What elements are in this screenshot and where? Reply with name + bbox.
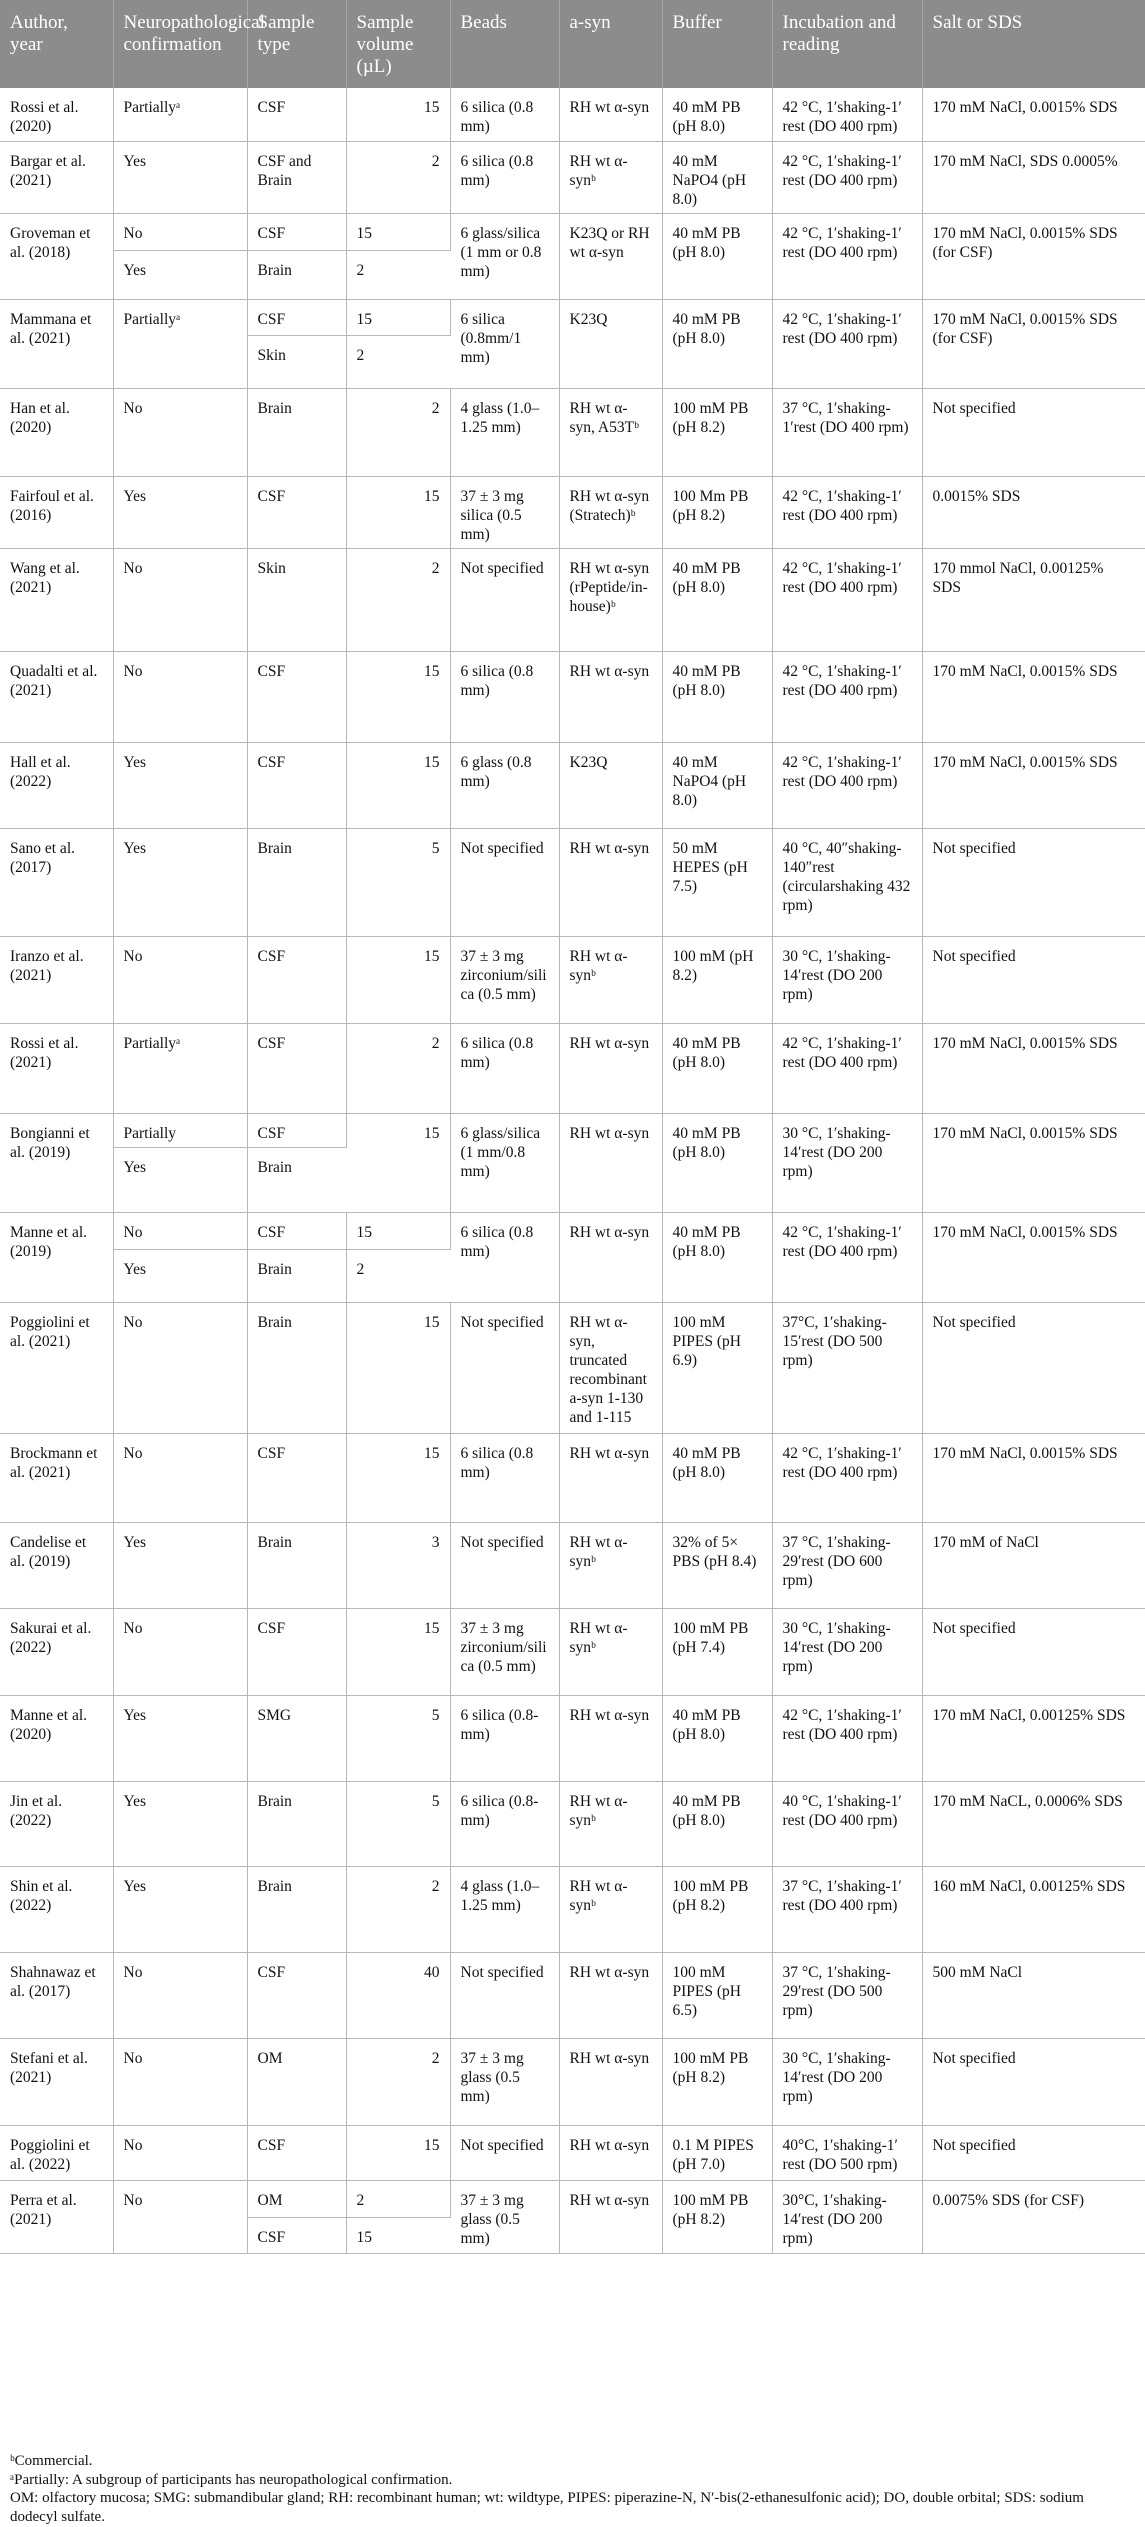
table-cell: 40 mM PB (pH 8.0) bbox=[662, 1695, 772, 1781]
table-row bbox=[0, 141, 1145, 213]
table-cell: Not specified bbox=[922, 828, 1145, 936]
table-cell: No bbox=[113, 2180, 247, 2253]
table-cell: RH wt α-syn bbox=[559, 2038, 662, 2125]
table-cell: Shahnawaz et al. (2017) bbox=[0, 1952, 113, 2038]
table-cell: OM bbox=[247, 2038, 346, 2125]
table-cell: No bbox=[113, 936, 247, 1023]
table-row bbox=[0, 1781, 1145, 1866]
table-cell: No bbox=[113, 213, 247, 250]
table-cell: Skin bbox=[247, 548, 346, 651]
table-cell: 6 silica (0.8 mm) bbox=[450, 88, 559, 141]
table-cell: Yes bbox=[113, 250, 247, 299]
table-row bbox=[0, 1522, 1145, 1608]
table-cell: Groveman et al. (2018) bbox=[0, 213, 113, 299]
table-cell: 30 °C, 1′shaking-14′rest (DO 200 rpm) bbox=[772, 936, 922, 1023]
table-cell: Not specified bbox=[450, 1302, 559, 1433]
table-cell: Yes bbox=[113, 1866, 247, 1952]
table-cell: 40 °C, 1′shaking-1′ rest (DO 400 rpm) bbox=[772, 1781, 922, 1866]
table-cell: RH wt α-syn bbox=[559, 1023, 662, 1113]
table-cell: Brain bbox=[247, 828, 346, 936]
table-cell: Not specified bbox=[922, 936, 1145, 1023]
table-cell: Manne et al. (2019) bbox=[0, 1212, 113, 1302]
table-cell: CSF bbox=[247, 1433, 346, 1522]
table-cell: 40 mM PB (pH 8.0) bbox=[662, 1023, 772, 1113]
table-cell: 15 bbox=[346, 2125, 450, 2180]
table-cell: 2 bbox=[346, 1023, 450, 1113]
table-cell: Rossi et al. (2020) bbox=[0, 88, 113, 141]
table-cell: Yes bbox=[113, 828, 247, 936]
table-cell: Brain bbox=[247, 1522, 346, 1608]
table-cell: Poggiolini et al. (2022) bbox=[0, 2125, 113, 2180]
table-cell: 100 mM PB (pH 8.2) bbox=[662, 388, 772, 476]
table-cell: Han et al. (2020) bbox=[0, 388, 113, 476]
table-row bbox=[0, 476, 1145, 548]
table-cell: 15 bbox=[346, 88, 450, 141]
table-cell: 15 bbox=[346, 299, 450, 335]
table-cell: Skin bbox=[247, 335, 346, 388]
table-cell: 6 glass (0.8 mm) bbox=[450, 742, 559, 828]
table-cell: RH wt α-synᵇ bbox=[559, 141, 662, 213]
table-cell: Brain bbox=[247, 1302, 346, 1433]
table-cell: Brockmann et al. (2021) bbox=[0, 1433, 113, 1522]
table-cell: 37 °C, 1′shaking-29′rest (DO 500 rpm) bbox=[772, 1952, 922, 2038]
table-cell: RH wt α-syn bbox=[559, 1212, 662, 1302]
table-row bbox=[0, 1212, 1145, 1249]
table-cell: Rossi et al. (2021) bbox=[0, 1023, 113, 1113]
table-row bbox=[0, 742, 1145, 828]
table-cell: 37 °C, 1′shaking-1′ rest (DO 400 rpm) bbox=[772, 1866, 922, 1952]
table-cell: 170 mM NaCl, 0.0015% SDS bbox=[922, 1023, 1145, 1113]
table-cell: 42 °C, 1′shaking-1′ rest (DO 400 rpm) bbox=[772, 1212, 922, 1302]
table-cell: CSF bbox=[247, 936, 346, 1023]
table-row bbox=[0, 213, 1145, 250]
table-cell: 5 bbox=[346, 1781, 450, 1866]
table-row bbox=[0, 1608, 1145, 1695]
table-cell: 170 mM NaCl, 0.0015% SDS bbox=[922, 742, 1145, 828]
table-cell: CSF bbox=[247, 213, 346, 250]
table-cell: 170 mM NaCl, 0.0015% SDS bbox=[922, 1113, 1145, 1212]
table-cell: Partiallyᵃ bbox=[113, 1023, 247, 1113]
table-row bbox=[0, 2125, 1145, 2180]
table-cell: 6 glass/silica (1 mm or 0.8 mm) bbox=[450, 213, 559, 299]
table-cell: Yes bbox=[113, 476, 247, 548]
footnote-partially: ᵃPartially: A subgroup of participants has neuropathological confirmation. bbox=[10, 2472, 453, 2488]
table-cell: 40 mM PB (pH 8.0) bbox=[662, 299, 772, 388]
table-cell: 0.0075% SDS (for CSF) bbox=[922, 2180, 1145, 2253]
table-cell: 15 bbox=[346, 213, 450, 250]
table-row bbox=[0, 828, 1145, 936]
table-cell: 3 bbox=[346, 1522, 450, 1608]
table-cell: 170 mM NaCl, SDS 0.0005% bbox=[922, 141, 1145, 213]
table-cell: 40 mM PB (pH 8.0) bbox=[662, 1781, 772, 1866]
table-cell: Not specified bbox=[450, 1952, 559, 2038]
table-cell: 100 mM PIPES (pH 6.9) bbox=[662, 1302, 772, 1433]
table-cell: Wang et al. (2021) bbox=[0, 548, 113, 651]
table-cell: 170 mM NaCl, 0.00125% SDS bbox=[922, 1695, 1145, 1781]
table-cell: 170 mM NaCl, 0.0015% SDS bbox=[922, 88, 1145, 141]
table-cell: RH wt α-syn, A53Tᵇ bbox=[559, 388, 662, 476]
table-cell: Yes bbox=[113, 1522, 247, 1608]
table-cell: Shin et al. (2022) bbox=[0, 1866, 113, 1952]
table-cell: 100 mM PB (pH 7.4) bbox=[662, 1608, 772, 1695]
table-cell: CSF bbox=[247, 2125, 346, 2180]
table-cell: 170 mM NaCl, 0.0015% SDS bbox=[922, 651, 1145, 742]
table-cell: CSF bbox=[247, 299, 346, 335]
table-cell: 2 bbox=[346, 388, 450, 476]
table-cell: 6 silica (0.8mm/1 mm) bbox=[450, 299, 559, 388]
table-cell: 15 bbox=[346, 1302, 450, 1433]
table-cell: Partiallyᵃ bbox=[113, 299, 247, 388]
table-cell: Partially bbox=[113, 1113, 247, 1147]
table-cell: 5 bbox=[346, 1695, 450, 1781]
table-cell: Not specified bbox=[450, 548, 559, 651]
table-cell: Not specified bbox=[450, 2125, 559, 2180]
table-cell: 2 bbox=[346, 2038, 450, 2125]
table-cell: 2 bbox=[346, 2180, 450, 2217]
table-cell: Bargar et al. (2021) bbox=[0, 141, 113, 213]
table-cell: Brain bbox=[247, 1781, 346, 1866]
table-cell: 6 silica (0.8-mm) bbox=[450, 1781, 559, 1866]
table-cell: RH wt α-syn bbox=[559, 1433, 662, 1522]
table-cell: 40 mM PB (pH 8.0) bbox=[662, 548, 772, 651]
table-cell: 170 mM NaCl, 0.0015% SDS (for CSF) bbox=[922, 213, 1145, 299]
table-cell: RH wt α-syn bbox=[559, 2125, 662, 2180]
table-cell: 40 mM PB (pH 8.0) bbox=[662, 1113, 772, 1212]
table-row bbox=[0, 1023, 1145, 1113]
table-cell: Bongianni et al. (2019) bbox=[0, 1113, 113, 1212]
table-cell: 6 silica (0.8 mm) bbox=[450, 1023, 559, 1113]
table-cell: RH wt α-syn, truncated recombinant a-syn 1-130 and 1-115 bbox=[559, 1302, 662, 1433]
table-cell: Brain bbox=[247, 1147, 346, 1212]
table-cell: 40 mM NaPO4 (pH 8.0) bbox=[662, 141, 772, 213]
table-cell: 37 ± 3 mg zirconium/silica (0.5 mm) bbox=[450, 936, 559, 1023]
table-cell: 170 mM NaCl, 0.0015% SDS bbox=[922, 1212, 1145, 1302]
table-cell: No bbox=[113, 1608, 247, 1695]
table-cell: No bbox=[113, 2038, 247, 2125]
table-cell: CSF bbox=[247, 1608, 346, 1695]
table-cell: CSF bbox=[247, 2217, 346, 2253]
table-cell: 30 °C, 1′shaking-14′rest (DO 200 rpm) bbox=[772, 2038, 922, 2125]
table-cell: Stefani et al. (2021) bbox=[0, 2038, 113, 2125]
table-cell: 30°C, 1′shaking-14′rest (DO 200 rpm) bbox=[772, 2180, 922, 2253]
table-cell: 42 °C, 1′shaking-1′ rest (DO 400 rpm) bbox=[772, 1695, 922, 1781]
table-cell: 6 silica (0.8 mm) bbox=[450, 141, 559, 213]
table-cell: 37 °C, 1′shaking-29′rest (DO 600 rpm) bbox=[772, 1522, 922, 1608]
table-cell: 160 mM NaCl, 0.00125% SDS bbox=[922, 1866, 1145, 1952]
table-cell: Jin et al. (2022) bbox=[0, 1781, 113, 1866]
table-cell: 42 °C, 1′shaking-1′ rest (DO 400 rpm) bbox=[772, 1023, 922, 1113]
table-cell: 42 °C, 1′shaking-1′ rest (DO 400 rpm) bbox=[772, 88, 922, 141]
table-cell: RH wt α-syn bbox=[559, 1695, 662, 1781]
table-cell: Partiallyᵃ bbox=[113, 88, 247, 141]
table-cell: Iranzo et al. (2021) bbox=[0, 936, 113, 1023]
header-incubation-reading: Incubation and reading bbox=[772, 0, 922, 88]
table-row bbox=[0, 299, 1145, 335]
table-cell: 100 mM (pH 8.2) bbox=[662, 936, 772, 1023]
table-cell: RH wt α-synᵇ bbox=[559, 936, 662, 1023]
table-cell: Sakurai et al. (2022) bbox=[0, 1608, 113, 1695]
table-row bbox=[0, 1695, 1145, 1781]
table-cell: RH wt α-synᵇ bbox=[559, 1781, 662, 1866]
table-cell: 2 bbox=[346, 141, 450, 213]
table-cell: 15 bbox=[346, 651, 450, 742]
table-cell: 100 Mm PB (pH 8.2) bbox=[662, 476, 772, 548]
table-cell: Candelise et al. (2019) bbox=[0, 1522, 113, 1608]
table-cell: No bbox=[113, 1302, 247, 1433]
table-cell: Not specified bbox=[922, 2038, 1145, 2125]
table-cell: No bbox=[113, 1212, 247, 1249]
table-cell: 15 bbox=[346, 1433, 450, 1522]
table-cell: RH wt α-syn bbox=[559, 828, 662, 936]
table-row bbox=[0, 388, 1145, 476]
table-cell: Yes bbox=[113, 1781, 247, 1866]
table-cell: Fairfoul et al. (2016) bbox=[0, 476, 113, 548]
table-row bbox=[0, 2180, 1145, 2217]
table-cell: SMG bbox=[247, 1695, 346, 1781]
table-cell: 15 bbox=[346, 476, 450, 548]
table-cell: 32% of 5× PBS (pH 8.4) bbox=[662, 1522, 772, 1608]
table-row bbox=[0, 1866, 1145, 1952]
table-cell: 2 bbox=[346, 548, 450, 651]
table-cell: CSF bbox=[247, 476, 346, 548]
table-cell: 6 silica (0.8 mm) bbox=[450, 1433, 559, 1522]
table-cell: CSF bbox=[247, 1952, 346, 2038]
table-cell: RH wt α-syn bbox=[559, 1952, 662, 2038]
table-cell: Quadalti et al. (2021) bbox=[0, 651, 113, 742]
table-cell: 42 °C, 1′shaking-1′ rest (DO 400 rpm) bbox=[772, 213, 922, 299]
table-cell: 170 mM NaCL, 0.0006% SDS bbox=[922, 1781, 1145, 1866]
table-cell: 15 bbox=[346, 1212, 450, 1249]
table-cell: 170 mM of NaCl bbox=[922, 1522, 1145, 1608]
table-cell: Mammana et al. (2021) bbox=[0, 299, 113, 388]
footnote-abbreviations: OM: olfactory mucosa; SMG: submandibular gland; RH: recombinant human; wt: wildtype, PIPES: piperazine-N, N′-bis(2-ethanesulfonic acid); DO, double orbital; SDS: sodium dodecyl sulfate. bbox=[10, 2490, 1084, 2525]
table-cell: Brain bbox=[247, 1249, 346, 1302]
table-cell: 100 mM PB (pH 8.2) bbox=[662, 2038, 772, 2125]
table-cell: No bbox=[113, 1433, 247, 1522]
table-cell: 37 ± 3 mg glass (0.5 mm) bbox=[450, 2038, 559, 2125]
table-cell: 100 mM PIPES (pH 6.5) bbox=[662, 1952, 772, 2038]
table-cell: 15 bbox=[346, 1608, 450, 1695]
table-cell: 170 mM NaCl, 0.0015% SDS bbox=[922, 1433, 1145, 1522]
table-cell: 37°C, 1′shaking-15′rest (DO 500 rpm) bbox=[772, 1302, 922, 1433]
table-cell: 50 mM HEPES (pH 7.5) bbox=[662, 828, 772, 936]
table-cell: 42 °C, 1′shaking-1′ rest (DO 400 rpm) bbox=[772, 651, 922, 742]
table-row bbox=[0, 1113, 1145, 1147]
table-cell: 0.0015% SDS bbox=[922, 476, 1145, 548]
table-cell: 500 mM NaCl bbox=[922, 1952, 1145, 2038]
table-cell: Hall et al. (2022) bbox=[0, 742, 113, 828]
table-cell: 6 silica (0.8 mm) bbox=[450, 1212, 559, 1302]
header-sample-volume: Sample volume (µL) bbox=[346, 0, 450, 88]
table-cell: RH wt α-synᵇ bbox=[559, 1866, 662, 1952]
table-cell: 170 mM NaCl, 0.0015% SDS (for CSF) bbox=[922, 299, 1145, 388]
table-cell: 4 glass (1.0–1.25 mm) bbox=[450, 1866, 559, 1952]
table-cell: 40 mM PB (pH 8.0) bbox=[662, 1212, 772, 1302]
table-cell: 5 bbox=[346, 828, 450, 936]
header-salt-or-sds: Salt or SDS bbox=[922, 0, 1145, 88]
table-cell: 2 bbox=[346, 250, 450, 299]
table-cell: 100 mM PB (pH 8.2) bbox=[662, 1866, 772, 1952]
table-cell: No bbox=[113, 388, 247, 476]
table-cell: K23Q bbox=[559, 742, 662, 828]
header-row bbox=[0, 0, 1145, 88]
table-cell: RH wt α-syn (Stratech)ᵇ bbox=[559, 476, 662, 548]
table-cell: 15 bbox=[346, 742, 450, 828]
table-cell: Perra et al. (2021) bbox=[0, 2180, 113, 2253]
table-row bbox=[0, 88, 1145, 141]
header-buffer: Buffer bbox=[662, 0, 772, 88]
table-cell: K23Q bbox=[559, 299, 662, 388]
table-cell: 37 ± 3 mg zirconium/silica (0.5 mm) bbox=[450, 1608, 559, 1695]
table-cell: Not specified bbox=[922, 1608, 1145, 1695]
table-cell: Not specified bbox=[450, 1522, 559, 1608]
table-row bbox=[0, 651, 1145, 742]
table-row bbox=[0, 1302, 1145, 1433]
table-cell: 6 glass/silica (1 mm/0.8 mm) bbox=[450, 1113, 559, 1212]
table-cell: Brain bbox=[247, 250, 346, 299]
table-cell: No bbox=[113, 1952, 247, 2038]
table-cell: No bbox=[113, 548, 247, 651]
table-cell: 4 glass (1.0–1.25 mm) bbox=[450, 388, 559, 476]
table-cell: 37 °C, 1′shaking-1′rest (DO 400 rpm) bbox=[772, 388, 922, 476]
table-cell: 15 bbox=[346, 2217, 450, 2253]
header-author-year: Author, year bbox=[0, 0, 113, 88]
table-row bbox=[0, 1952, 1145, 2038]
table-cell: 2 bbox=[346, 1249, 450, 1302]
table-cell: 40°C, 1′shaking-1′ rest (DO 500 rpm) bbox=[772, 2125, 922, 2180]
table-cell: 42 °C, 1′shaking-1′ rest (DO 400 rpm) bbox=[772, 141, 922, 213]
table-row bbox=[0, 936, 1145, 1023]
table-cell: 42 °C, 1′shaking-1′ rest (DO 400 rpm) bbox=[772, 476, 922, 548]
header-beads: Beads bbox=[450, 0, 559, 88]
table-cell: Brain bbox=[247, 388, 346, 476]
table-cell: RH wt α-synᵇ bbox=[559, 1608, 662, 1695]
header-sample-type: Sample type bbox=[247, 0, 346, 88]
table-cell: RH wt α-synᵇ bbox=[559, 1522, 662, 1608]
table-cell: Yes bbox=[113, 1695, 247, 1781]
table-cell: Yes bbox=[113, 742, 247, 828]
table-cell: 40 mM PB (pH 8.0) bbox=[662, 88, 772, 141]
table-cell: 100 mM PB (pH 8.2) bbox=[662, 2180, 772, 2253]
table-cell: 2 bbox=[346, 335, 450, 388]
table-cell: CSF bbox=[247, 651, 346, 742]
table-cell: 40 mM PB (pH 8.0) bbox=[662, 213, 772, 299]
table-cell: CSF bbox=[247, 1113, 346, 1147]
table-cell: CSF bbox=[247, 1212, 346, 1249]
table-cell: 2 bbox=[346, 1866, 450, 1952]
table-cell: 170 mmol NaCl, 0.00125% SDS bbox=[922, 548, 1145, 651]
table-cell: RH wt α-syn bbox=[559, 88, 662, 141]
table-cell: Not specified bbox=[922, 388, 1145, 476]
table-cell: Manne et al. (2020) bbox=[0, 1695, 113, 1781]
table-cell: 42 °C, 1′shaking-1′ rest (DO 400 rpm) bbox=[772, 1433, 922, 1522]
table-row bbox=[0, 548, 1145, 651]
table-cell: K23Q or RH wt α-syn bbox=[559, 213, 662, 299]
table-cell: Not specified bbox=[450, 828, 559, 936]
table-cell: 30 °C, 1′shaking-14′rest (DO 200 rpm) bbox=[772, 1113, 922, 1212]
table-cell: CSF bbox=[247, 1023, 346, 1113]
table-cell: 42 °C, 1′shaking-1′ rest (DO 400 rpm) bbox=[772, 548, 922, 651]
table-cell: 40 mM PB (pH 8.0) bbox=[662, 1433, 772, 1522]
table-cell: Poggiolini et al. (2021) bbox=[0, 1302, 113, 1433]
table-cell: 6 silica (0.8-mm) bbox=[450, 1695, 559, 1781]
table-cell: 42 °C, 1′shaking-1′ rest (DO 400 rpm) bbox=[772, 742, 922, 828]
table-cell: CSF bbox=[247, 88, 346, 141]
table-cell: 42 °C, 1′shaking-1′ rest (DO 400 rpm) bbox=[772, 299, 922, 388]
table-cell: 40 mM NaPO4 (pH 8.0) bbox=[662, 742, 772, 828]
table-cell: 37 ± 3 mg glass (0.5 mm) bbox=[450, 2180, 559, 2253]
table-cell: 30 °C, 1′shaking-14′rest (DO 200 rpm) bbox=[772, 1608, 922, 1695]
table-cell: Sano et al. (2017) bbox=[0, 828, 113, 936]
table-cell: RH wt α-syn (rPeptide/in-house)ᵇ bbox=[559, 548, 662, 651]
table-cell: 37 ± 3 mg silica (0.5 mm) bbox=[450, 476, 559, 548]
header-a-syn: a-syn bbox=[559, 0, 662, 88]
table-cell: CSF bbox=[247, 742, 346, 828]
table-row bbox=[0, 1433, 1145, 1522]
table-cell: 40 °C, 40″shaking-140″rest (circularshaking 432 rpm) bbox=[772, 828, 922, 936]
table-cell: Yes bbox=[113, 141, 247, 213]
table-cell: Not specified bbox=[922, 1302, 1145, 1433]
table-cell: OM bbox=[247, 2180, 346, 2217]
table-cell: RH wt α-syn bbox=[559, 1113, 662, 1212]
table-body bbox=[0, 88, 1145, 2253]
table-cell: RH wt α-syn bbox=[559, 651, 662, 742]
table-cell: 15 bbox=[346, 1113, 450, 1212]
table-cell: 40 bbox=[346, 1952, 450, 2038]
table-cell: No bbox=[113, 651, 247, 742]
table-cell: 15 bbox=[346, 936, 450, 1023]
table-cell: Brain bbox=[247, 1866, 346, 1952]
table-cell: Yes bbox=[113, 1147, 247, 1212]
header-neuropathological-confirmation: Neuropathological confirmation bbox=[113, 0, 247, 88]
table-cell: 0.1 M PIPES (pH 7.0) bbox=[662, 2125, 772, 2180]
table-cell: No bbox=[113, 2125, 247, 2180]
table-cell: 40 mM PB (pH 8.0) bbox=[662, 651, 772, 742]
table-cell: Yes bbox=[113, 1249, 247, 1302]
table-cell: RH wt α-syn bbox=[559, 2180, 662, 2253]
table-cell: 6 silica (0.8 mm) bbox=[450, 651, 559, 742]
table-row bbox=[0, 2038, 1145, 2125]
footnote-commercial: ᵇCommercial. bbox=[10, 2453, 93, 2469]
table-cell: Not specified bbox=[922, 2125, 1145, 2180]
table-cell: CSF and Brain bbox=[247, 141, 346, 213]
